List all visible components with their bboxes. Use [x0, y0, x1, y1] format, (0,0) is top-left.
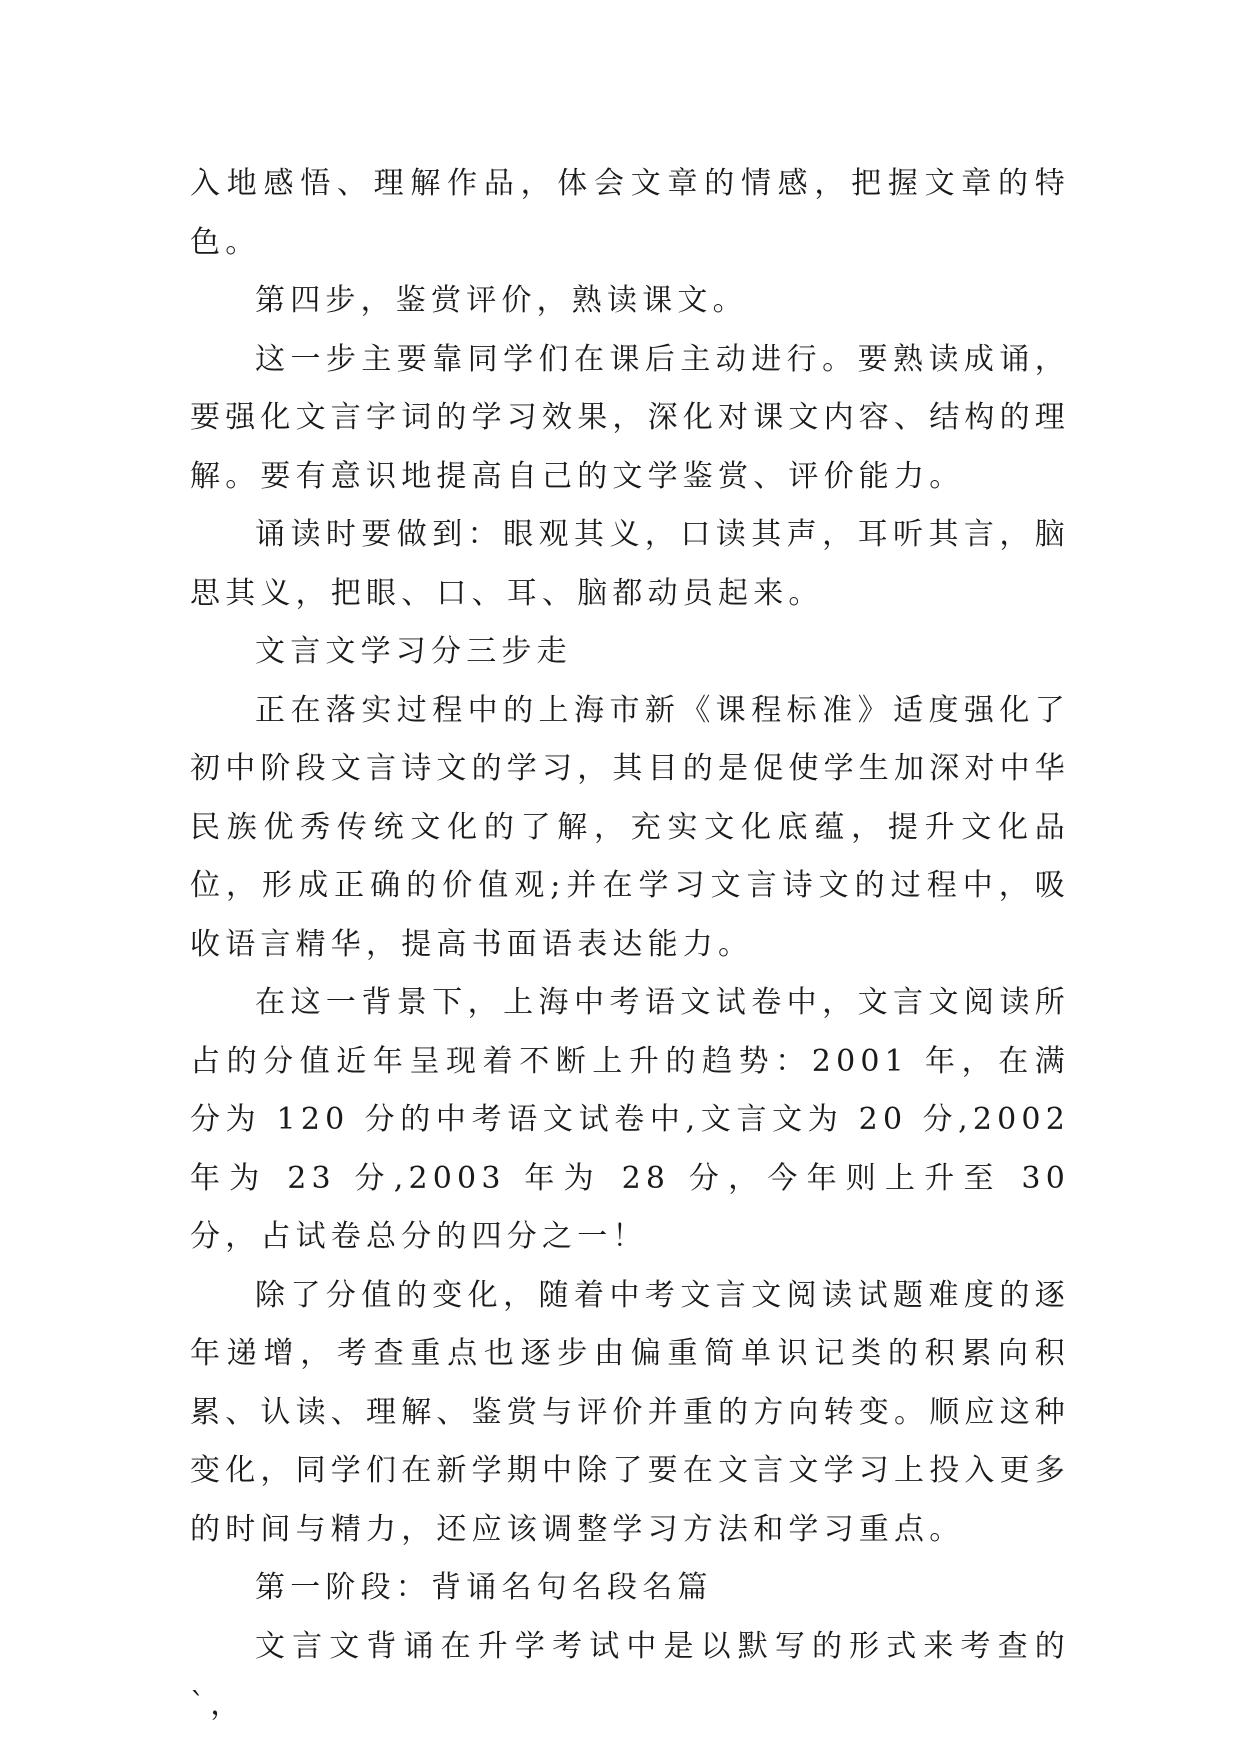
paragraph: 入地感悟、理解作品，体会文章的情感，把握文章的特色。	[190, 166, 1070, 260]
paragraph: 文言文背诵在升学考试中是以默写的形式来考查的`，	[190, 1628, 1070, 1722]
paragraph: 第四步，鉴赏评价，熟读课文。	[255, 283, 748, 318]
paragraph: 诵读时要做到：眼观其义，口读其声，耳听其言，脑思其义，把眼、口、耳、脑都动员起来。	[190, 517, 1070, 611]
body-text	[190, 155, 1070, 1735]
paragraph: 正在落实过程中的上海市新《课程标准》适度强化了初中阶段文言诗文的学习，其目的是促使学生加深对中华民族优秀传统文化的了解，充实文化底蕴，提升文化品位，形成正确的价值观;并在学习文言诗文的过程中，吸收语言精华，提高书面语表达能力。	[190, 692, 1070, 962]
section-heading: 第一阶段：背诵名句名段名篇	[255, 1570, 713, 1605]
paragraph: 除了分值的变化，随着中考文言文阅读试题难度的逐年递增，考查重点也逐步由偏重简单识记类的积累向积累、认读、理解、鉴赏与评价并重的方向转变。顺应这种变化，同学们在新学期中除了要在文言文学习上投入更多的时间与精力，还应该调整学习方法和学习重点。	[190, 1277, 1070, 1547]
section-heading: 文言文学习分三步走	[255, 634, 572, 669]
paragraph: 这一步主要靠同学们在课后主动进行。要熟读成诵，要强化文言字词的学习效果，深化对课文内容、结构的理解。要有意识地提高自己的文学鉴赏、评价能力。	[190, 341, 1070, 494]
paragraph: 在这一背景下，上海中考语文试卷中，文言文阅读所占的分值近年呈现着不断上升的趋势：2001 年，在满分为 120 分的中考语文试卷中,文言文为 20 分,2002 年为 23 分,2003 年为 28 分，今年则上升至 30 分，占试卷总分的四分之一！	[190, 985, 1070, 1254]
